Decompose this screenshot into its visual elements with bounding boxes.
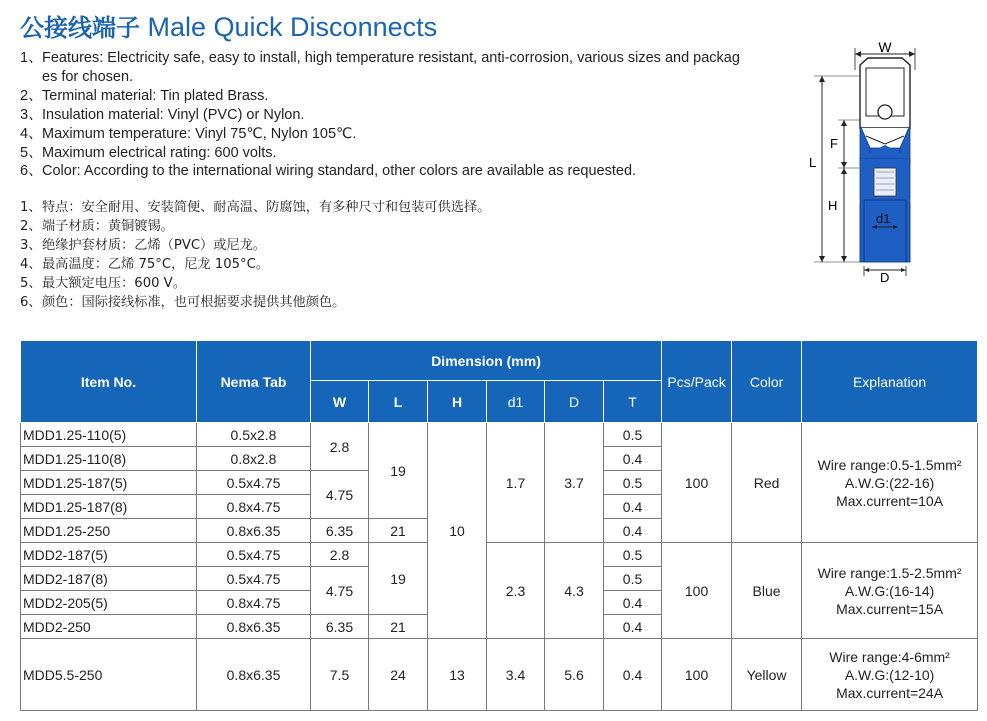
title-english: Male Quick Disconnects [147, 12, 438, 42]
d-cell: 3.7 [545, 423, 604, 543]
nema-cell: 0.8x6.35 [197, 519, 311, 543]
features-english-list [20, 49, 780, 181]
table-row [21, 423, 978, 447]
list-item: 4、 Maximum temperature: Vinyl 75℃, Nylon 105℃. [20, 125, 357, 142]
item-no-cell: MDD1.25-187(8) [21, 495, 197, 519]
color-cell: Red [732, 423, 802, 543]
t-cell: 0.5 [604, 567, 662, 591]
w-cell: 6.35 [311, 615, 369, 639]
h-cell: 13 [428, 639, 487, 711]
dimension-d [864, 266, 906, 285]
t-cell: 0.4 [604, 519, 662, 543]
table-row [21, 543, 978, 567]
nema-cell: 0.5x2.8 [197, 423, 311, 447]
nema-cell: 0.5x4.75 [197, 543, 311, 567]
d1-cell: 3.4 [487, 639, 545, 711]
explanation-cell: Wire range:4-6mm² A.W.G:(12-10) Max.current=24A [802, 639, 978, 711]
nema-cell: 0.8x4.75 [197, 591, 311, 615]
w-cell: 4.75 [311, 471, 369, 519]
nema-cell: 0.5x4.75 [197, 471, 311, 495]
features-chinese-list [20, 199, 580, 312]
w-cell: 2.8 [311, 543, 369, 567]
l-cell: 21 [369, 615, 428, 639]
header-t: T [604, 381, 662, 423]
header-pcs-pack: Pcs/Pack [662, 341, 732, 423]
w-cell: 4.75 [311, 567, 369, 615]
pcs-cell: 100 [662, 543, 732, 639]
svg-text:d1: d1 [876, 211, 891, 226]
dimension-f [830, 120, 860, 168]
item-no-cell: MDD2-187(5) [21, 543, 197, 567]
l-cell: 19 [369, 543, 428, 615]
pcs-cell: 100 [662, 639, 732, 711]
header-explanation: Explanation [802, 341, 978, 423]
terminal-dimension-diagram [800, 40, 920, 285]
svg-text:W: W [878, 40, 892, 55]
w-cell: 6.35 [311, 519, 369, 543]
svg-text:F: F [830, 136, 838, 151]
header-d1: d1 [487, 381, 545, 423]
t-cell: 0.4 [604, 495, 662, 519]
item-no-cell: MDD1.25-250 [21, 519, 197, 543]
t-cell: 0.4 [604, 447, 662, 471]
header-item-no: Item No. [21, 341, 197, 423]
nema-cell: 0.5x4.75 [197, 567, 311, 591]
list-item: 5、 最大额定电压：600 V。 [20, 275, 186, 291]
t-cell: 0.4 [604, 615, 662, 639]
list-item: 6、 颜色：国际接线标准，也可根据要求提供其他颜色。 [20, 294, 346, 310]
list-item: 4、 最高温度：乙烯 75°C，尼龙 105°C。 [20, 256, 270, 272]
list-item: 3、 Insulation material: Vinyl (PVC) or Nylon. [20, 106, 305, 123]
svg-text:H: H [828, 198, 838, 213]
l-cell: 21 [369, 519, 428, 543]
table-row [21, 639, 978, 711]
page-title [20, 8, 437, 43]
nema-cell: 0.8x4.75 [197, 495, 311, 519]
header-color: Color [732, 341, 802, 423]
item-no-cell: MDD1.25-110(8) [21, 447, 197, 471]
t-cell: 0.4 [604, 591, 662, 615]
header-d: D [545, 381, 604, 423]
item-no-cell: MDD2-187(8) [21, 567, 197, 591]
dimension-h [828, 168, 860, 262]
explanation-cell: Wire range:1.5-2.5mm² A.W.G:(16-14) Max.current=15A [802, 543, 978, 639]
d1-cell: 2.3 [487, 543, 545, 639]
list-item: 6、 Color: According to the international wiring standard, other colors are available as requested. [20, 163, 637, 180]
pcs-cell: 100 [662, 423, 732, 543]
nema-cell: 0.8x6.35 [197, 615, 311, 639]
d-cell: 4.3 [545, 543, 604, 639]
l-cell: 19 [369, 423, 428, 519]
color-cell: Blue [732, 543, 802, 639]
list-item: 5、 Maximum electrical rating: 600 volts. [20, 144, 277, 161]
list-item: 1、 特点：安全耐用、安装简便、耐高温、防腐蚀，有多种尺寸和包装可供选择。 [20, 200, 491, 215]
w-cell: 2.8 [311, 423, 369, 471]
d-cell: 5.6 [545, 639, 604, 711]
item-no-cell: MDD2-205(5) [21, 591, 197, 615]
item-no-cell: MDD2-250 [21, 615, 197, 639]
explanation-cell: Wire range:0.5-1.5mm² A.W.G:(22-16) Max.current=10A [802, 423, 978, 543]
header-nema-tab: Nema Tab [197, 341, 311, 423]
list-item: 2、 Terminal material: Tin plated Brass. [20, 87, 269, 104]
list-item: 1、 Features: Electricity safe, easy to install, high temperature resistant, anti-corrosion, various sizes and packag es for chosen. [20, 50, 740, 85]
nema-cell: 0.8x2.8 [197, 447, 311, 471]
header-dimension: Dimension (mm) [311, 341, 662, 381]
nema-cell: 0.8x6.35 [197, 639, 311, 711]
specification-table [20, 340, 978, 711]
header-w: W [311, 381, 369, 423]
item-no-cell: MDD5.5-250 [21, 639, 197, 711]
list-item: 2、 端子材质：黄铜镀锡。 [20, 218, 174, 234]
t-cell: 0.5 [604, 471, 662, 495]
w-cell: 7.5 [311, 639, 369, 711]
svg-text:L: L [809, 155, 817, 170]
terminal-tab [860, 58, 910, 150]
t-cell: 0.5 [604, 543, 662, 567]
item-no-cell: MDD1.25-187(5) [21, 471, 197, 495]
svg-text:D: D [880, 270, 890, 285]
insulation-sleeve [860, 125, 910, 262]
h-cell: 10 [428, 423, 487, 639]
header-h: H [428, 381, 487, 423]
header-l: L [369, 381, 428, 423]
item-no-cell: MDD1.25-110(5) [21, 423, 197, 447]
title-chinese: 公接线端子 [20, 14, 140, 42]
l-cell: 24 [369, 639, 428, 711]
t-cell: 0.4 [604, 639, 662, 711]
color-cell: Yellow [732, 639, 802, 711]
dimension-l [809, 76, 860, 262]
t-cell: 0.5 [604, 423, 662, 447]
d1-cell: 1.7 [487, 423, 545, 543]
list-item: 3、 绝缘护套材质：乙烯（PVC）或尼龙。 [20, 237, 266, 253]
